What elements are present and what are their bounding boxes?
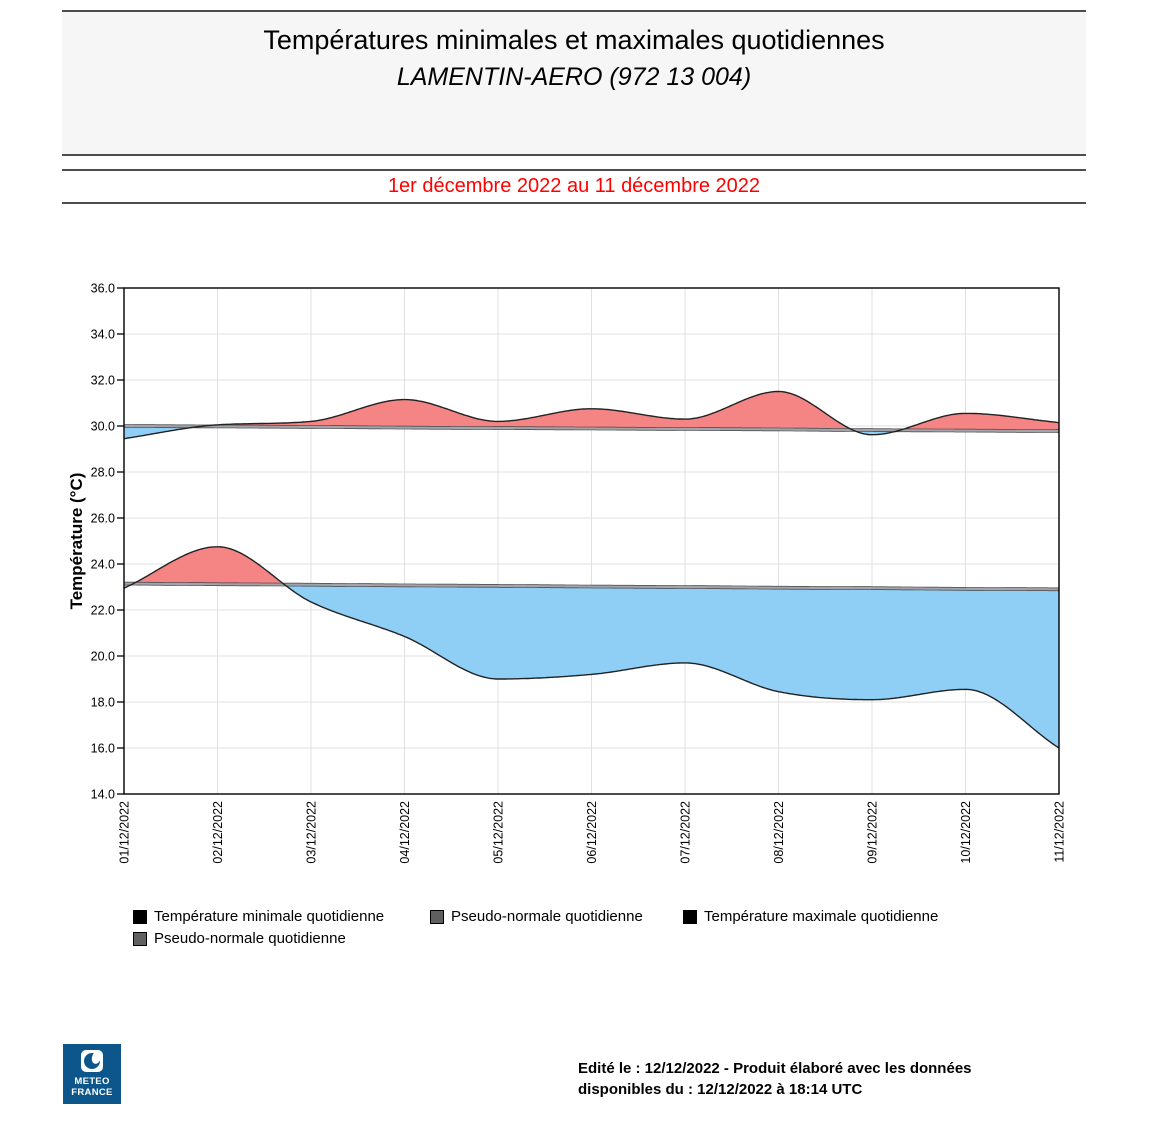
svg-text:04/12/2022: 04/12/2022	[398, 801, 412, 864]
legend-label: Température maximale quotidienne	[704, 908, 939, 925]
svg-text:32.0: 32.0	[90, 373, 115, 388]
svg-text:18.0: 18.0	[90, 695, 115, 710]
meteo-france-logo	[63, 1044, 121, 1104]
logo-word-meteo: METEO	[74, 1076, 110, 1087]
legend-marker	[133, 910, 147, 924]
svg-text:26.0: 26.0	[90, 511, 115, 526]
svg-text:22.0: 22.0	[90, 603, 115, 618]
logo-word-france: FRANCE	[71, 1087, 113, 1098]
svg-text:09/12/2022: 09/12/2022	[865, 801, 880, 864]
legend-label: Pseudo-normale quotidienne	[154, 930, 346, 947]
legend-marker	[683, 910, 697, 924]
svg-text:03/12/2022: 03/12/2022	[304, 801, 319, 864]
meteo-france-icon	[81, 1050, 103, 1072]
legend-label: Pseudo-normale quotidienne	[451, 908, 643, 925]
period-text: 1er décembre 2022 au 11 décembre 2022	[387, 175, 761, 197]
svg-text:02/12/2022: 02/12/2022	[211, 801, 225, 864]
station-name: LAMENTIN-AERO (972 13 004)	[396, 63, 752, 91]
edition-note-line2: disponibles du : 12/12/2022 à 18:14 UTC	[578, 1081, 863, 1098]
svg-text:05/12/2022: 05/12/2022	[491, 801, 506, 864]
svg-text:28.0: 28.0	[90, 465, 115, 480]
svg-text:16.0: 16.0	[90, 741, 115, 756]
svg-text:10/12/2022: 10/12/2022	[959, 801, 973, 864]
svg-text:34.0: 34.0	[90, 327, 115, 342]
svg-text:36.0: 36.0	[90, 281, 115, 296]
svg-text:08/12/2022: 08/12/2022	[772, 801, 786, 864]
legend-item	[683, 908, 938, 925]
svg-text:11/12/2022: 11/12/2022	[1052, 801, 1067, 863]
legend-item	[133, 908, 384, 925]
y-axis	[91, 282, 124, 802]
legend-item	[430, 908, 643, 925]
x-axis	[118, 801, 1067, 864]
svg-text:07/12/2022: 07/12/2022	[678, 801, 693, 864]
svg-text:14.0: 14.0	[90, 787, 115, 802]
edition-note-line1: Edité le : 12/12/2022 - Produit élaboré avec les données	[578, 1060, 972, 1077]
gridlines	[124, 288, 1059, 794]
legend-marker	[133, 932, 147, 946]
legend-label: Température minimale quotidienne	[154, 908, 385, 925]
svg-text:20.0: 20.0	[90, 649, 115, 664]
legend-item	[133, 930, 346, 947]
svg-text:06/12/2022: 06/12/2022	[585, 801, 599, 864]
edition-note	[578, 1058, 972, 1100]
y-axis-title: Température (°C)	[67, 472, 86, 610]
svg-text:24.0: 24.0	[90, 557, 115, 572]
svg-text:30.0: 30.0	[90, 419, 115, 434]
svg-text:01/12/2022: 01/12/2022	[117, 801, 132, 864]
legend-marker	[430, 910, 444, 924]
page-title: Températures minimales et maximales quotidiennes	[263, 25, 885, 55]
